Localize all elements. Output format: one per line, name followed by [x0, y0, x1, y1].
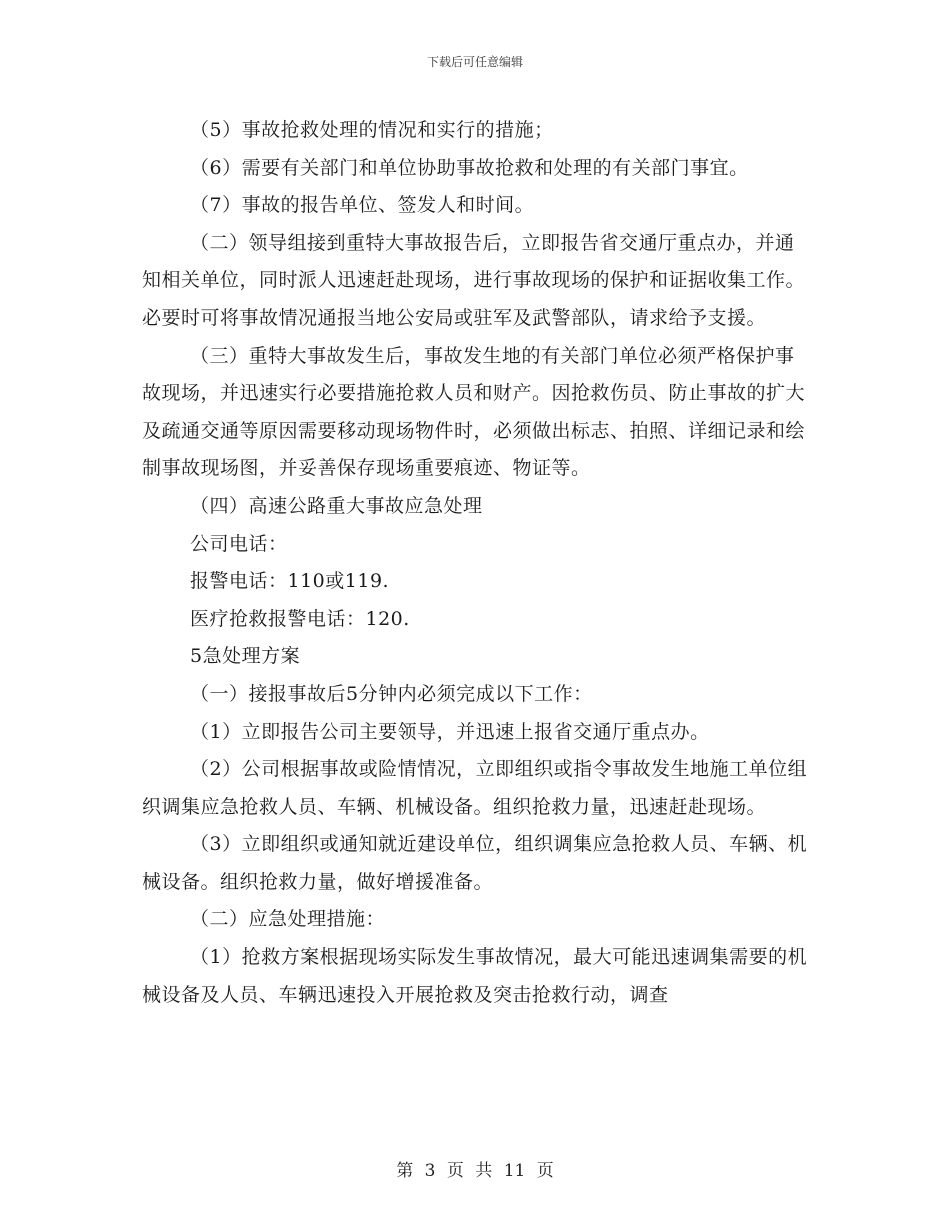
paragraph: （二）领导组接到重特大事故报告后，立即报告省交通厅重点办，并通知相关单位，同时派人迅速赶赴现场，进行事故现场的保护和证据收集工作。必要时可将事故情况通报当地公安局或驻军及武警部队，请求给予支援。 [142, 231, 806, 329]
paragraph: （1）抢救方案根据现场实际发生事故情况，最大可能迅速调集需要的机械设备及人员、车辆迅速投入开展抢救及突击抢救行动，调查 [142, 946, 808, 1006]
paragraph: （三）重特大事故发生后，事故发生地的有关部门单位必须严格保护事故现场，并迅速实行必要措施抢救人员和财产。因抢救伤员、防止事故的扩大及疏通交通等原因需要移动现场物件时，必须做出标志、拍照、详细记录和绘制事故现场图，并妥善保存现场重要痕迹、物证等。 [142, 344, 806, 480]
document-body [142, 112, 810, 1014]
paragraph: （6）需要有关部门和单位协助事故抢救和处理的有关部门事宜。 [190, 156, 749, 179]
paragraph: （1）立即报告公司主要领导，并迅速上报省交通厅重点办。 [190, 720, 710, 743]
paragraph: 5急处理方案 [190, 645, 301, 668]
paragraph: （二）应急处理措施： [190, 908, 386, 931]
paragraph: 医疗抢救报警电话：120. [190, 607, 410, 630]
page-header: 下载后可任意编辑 [426, 55, 523, 69]
paragraph: （7）事故的报告单位、签发人和时间。 [190, 194, 535, 217]
paragraph: （5）事故抢救处理的情况和实行的措施； [190, 119, 554, 141]
paragraph: 报警电话：110或119. [190, 570, 390, 593]
paragraph: （四）高速公路重大事故应急处理 [190, 494, 483, 517]
paragraph: 公司电话： [190, 532, 288, 555]
paragraph: （3）立即组织或通知就近建设单位，组织调集应急抢救人员、车辆、机械设备。组织抢救力量，做好增援准备。 [142, 833, 808, 893]
page-footer: 第 3 页 共 11 页 [396, 1161, 554, 1181]
paragraph: （一）接报事故后5分钟内必须完成以下工作： [190, 682, 593, 705]
paragraph: （2）公司根据事故或险情情况，立即组织或指令事故发生地施工单位组织调集应急抢救人员、车辆、机械设备。组织抢救力量，迅速赶赴现场。 [142, 758, 808, 818]
